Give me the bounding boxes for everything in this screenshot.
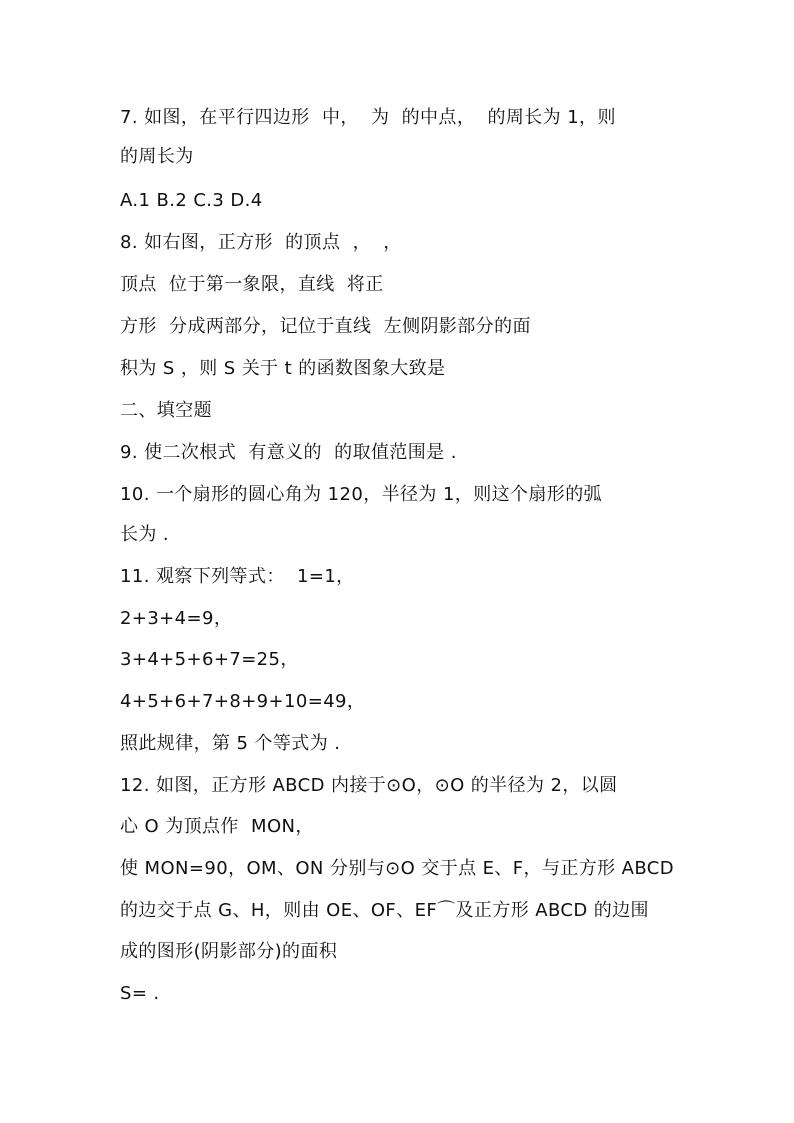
q7-options: A.1 B.2 C.3 D.4 [120, 190, 263, 211]
q11-line-3: 3+4+5+6+7=25， [120, 649, 299, 670]
q12-line-6: S= . [120, 983, 160, 1004]
q12-line-1: 12. 如图，正方形 ABCD 内接于⊙O，⊙O 的半径为 2，以圆 [120, 775, 618, 796]
q12-line-5: 成的图形(阴影部分)的面积 [120, 941, 338, 962]
q12-line-4: 的边交于点 G、H，则由 OE、OF、EF⌒及正方形 ABCD 的边围 [120, 900, 649, 921]
q9-line: 9. 使二次根式 有意义的 的取值范围是 . [120, 442, 457, 463]
q11-line-1: 11. 观察下列等式： 1=1， [120, 566, 355, 587]
q7-line-1: 7. 如图，在平行四边形 中， 为 的中点， 的周长为 1，则 [120, 107, 616, 128]
section-heading-fill-in: 二、填空题 [120, 400, 212, 421]
q10-line-2: 长为 . [120, 524, 170, 545]
q8-line-1: 8. 如右图，正方形 的顶点 ， ， [120, 232, 402, 253]
q12-line-2: 心 O 为顶点作 MON， [120, 816, 314, 837]
q7-line-2: 的周长为 [120, 146, 194, 167]
q8-line-2: 顶点 位于第一象限，直线 将正 [120, 274, 384, 295]
q10-line-1: 10. 一个扇形的圆心角为 120，半径为 1，则这个扇形的弧 [120, 484, 602, 505]
q11-line-4: 4+5+6+7+8+9+10=49， [120, 691, 366, 712]
q11-line-2: 2+3+4=9， [120, 608, 233, 629]
q11-line-5: 照此规律，第 5 个等式为 . [120, 733, 341, 754]
q8-line-4: 积为 S ，则 S 关于 t 的函数图象大致是 [120, 358, 446, 379]
q8-line-3: 方形 分成两部分，记位于直线 左侧阴影部分的面 [120, 316, 531, 337]
q12-line-3: 使 MON=90，OM、ON 分别与⊙O 交于点 E、F，与正方形 ABCD [120, 858, 675, 879]
